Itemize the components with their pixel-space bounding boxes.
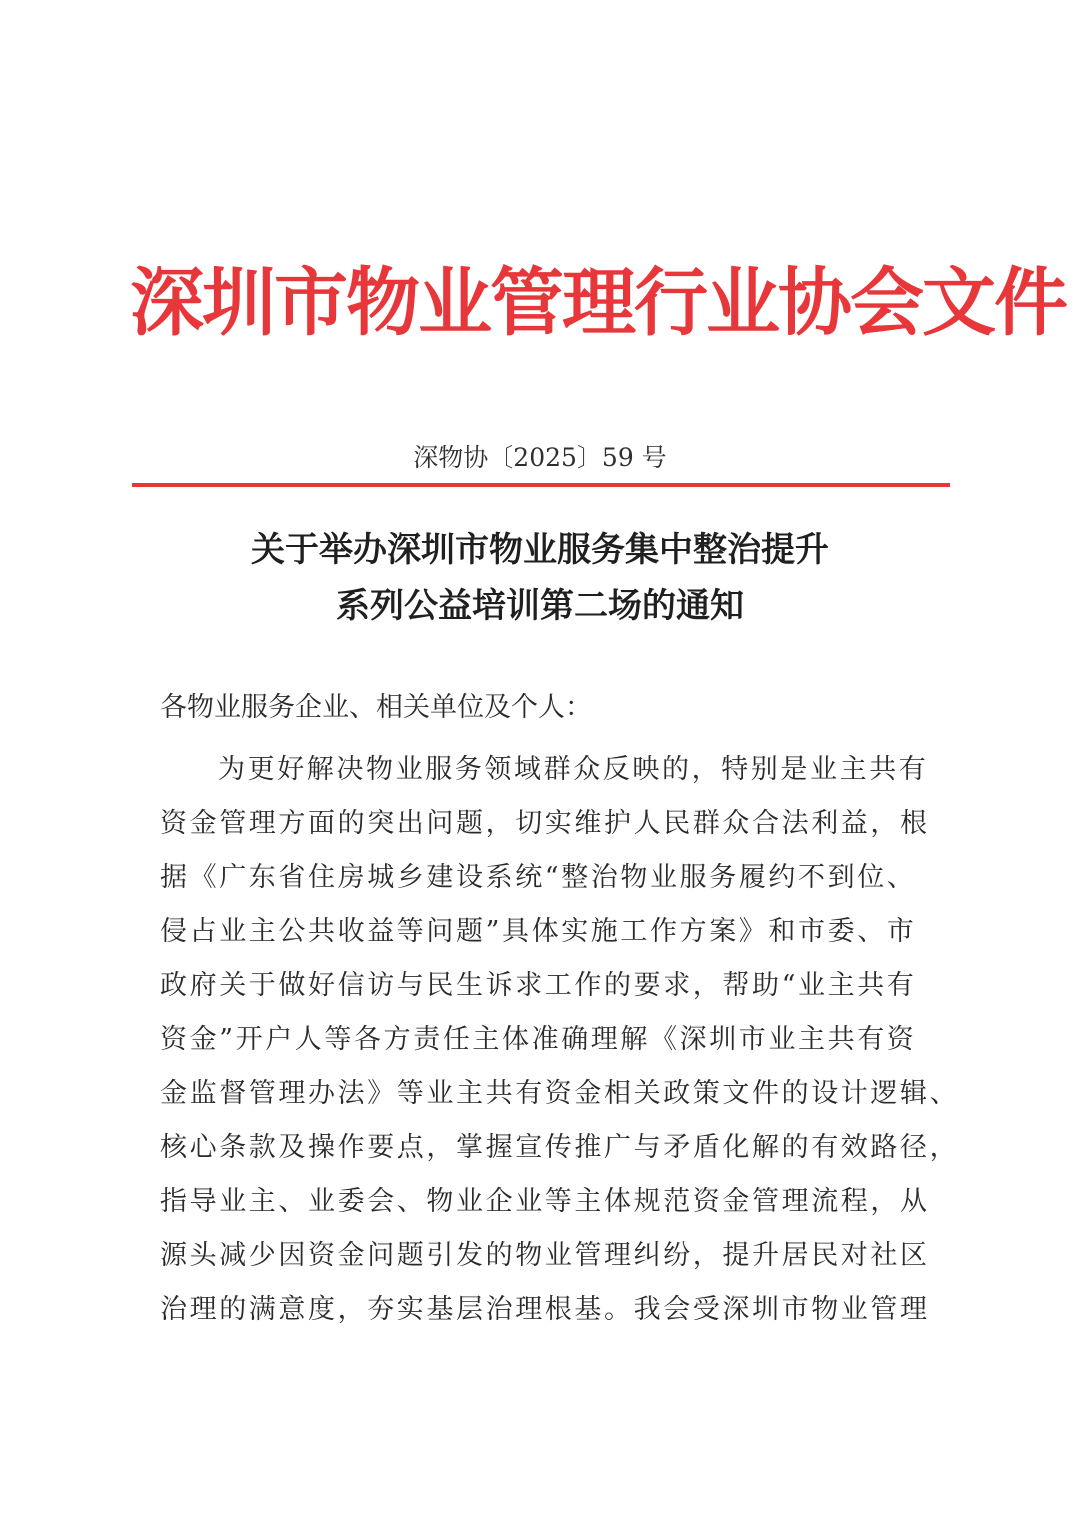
- body-line: 核心条款及操作要点，掌握宣传推广与矛盾化解的有效路径，: [160, 1132, 960, 1163]
- notice-title-line-1: 关于举办深圳市物业服务集中整治提升: [251, 530, 829, 570]
- body-line: 政府关于做好信访与民生诉求工作的要求，帮助“业主共有: [160, 970, 917, 1001]
- document-header-title: 深圳市物业管理行业协会文件: [130, 260, 1066, 346]
- body-line: 金监督管理办法》等业主共有资金相关政策文件的设计逻辑、: [160, 1078, 960, 1109]
- body-line: 资金管理方面的突出问题，切实维护人民群众合法利益，根: [160, 808, 930, 839]
- body-line: 指导业主、业委会、物业企业等主体规范资金管理流程，从: [160, 1186, 930, 1217]
- body-line: 治理的满意度，夯实基层治理根基。我会受深圳市物业管理: [160, 1294, 930, 1325]
- body-line: 源头减少因资金问题引发的物业管理纠纷，提升居民对社区: [160, 1240, 930, 1271]
- body-text: [160, 750, 960, 1344]
- document-number: 深物协〔2025〕59 号: [413, 443, 667, 472]
- notice-title: [0, 522, 1080, 634]
- body-line: 侵占业主公共收益等问题”具体实施工作方案》和市委、市: [160, 916, 917, 947]
- red-divider-line: [132, 483, 950, 487]
- body-line: 资金”开户人等各方责任主体准确理解《深圳市业主共有资: [160, 1024, 917, 1055]
- salutation: 各物业服务企业、相关单位及个人：: [160, 692, 592, 723]
- body-line: 据《广东省住房城乡建设系统“整治物业服务履约不到位、: [160, 862, 917, 893]
- body-line: 为更好解决物业服务领域群众反映的，特别是业主共有: [218, 754, 929, 785]
- notice-title-line-2: 系列公益培训第二场的通知: [336, 586, 744, 626]
